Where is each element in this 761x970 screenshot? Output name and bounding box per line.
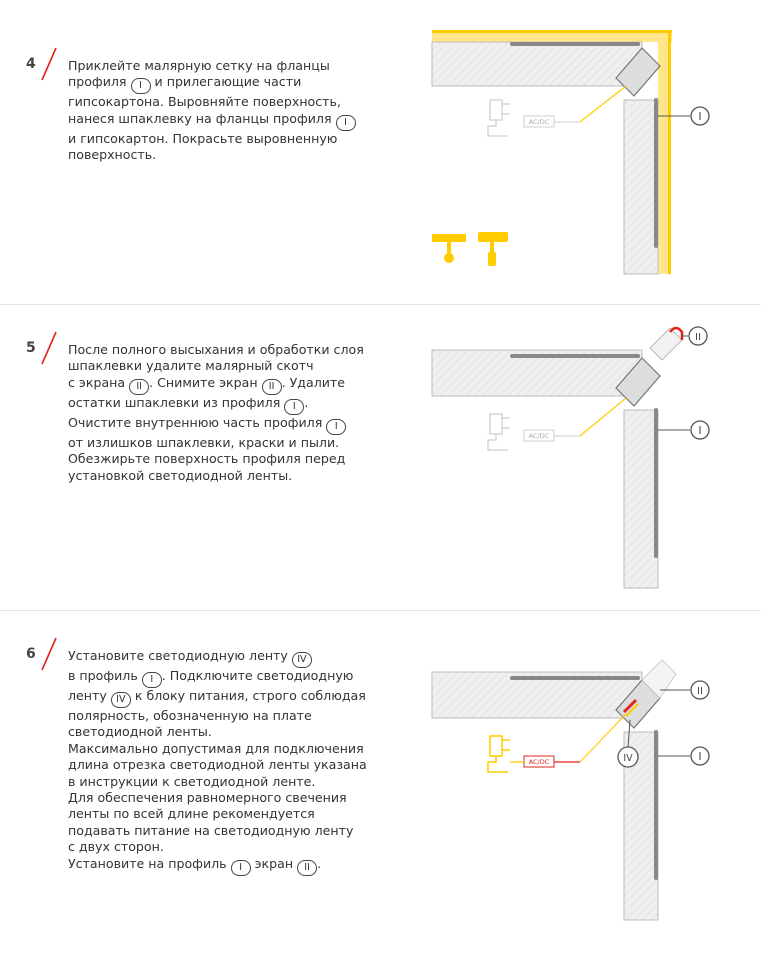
- text-line: и гипсокартон. Покрасьте выровненную: [68, 130, 338, 146]
- text-line: Очистите внутреннюю часть профиля I: [68, 415, 408, 435]
- text-line: профиля I и прилегающие части: [68, 74, 408, 94]
- psu-label: AC/DC: [528, 432, 550, 440]
- roman-marker: II: [129, 379, 149, 395]
- roman-marker: I: [131, 78, 151, 94]
- callout-label: I: [698, 424, 702, 437]
- text-line: Для обеспечения равномерного свечения: [68, 790, 347, 806]
- text-line: шпаклевки удалите малярный скотч: [68, 358, 314, 374]
- roman-marker: IV: [292, 652, 312, 668]
- psu-label: AC/DC: [528, 758, 550, 766]
- callout-label: I: [698, 110, 702, 123]
- putty-spatula-icon: [432, 234, 466, 263]
- callout-label: I: [698, 750, 702, 763]
- slash-icon: [38, 46, 60, 82]
- divider: [0, 610, 761, 611]
- text-line: длина отрезка светодиодной ленты указана: [68, 757, 367, 773]
- text-line: с экрана II . Снимите экран II . Удалите: [68, 375, 408, 395]
- step-number: 4: [26, 56, 36, 72]
- power-plug-icon: [488, 414, 510, 450]
- roman-marker: II: [297, 860, 317, 876]
- callout-label: II: [697, 686, 703, 697]
- roman-marker: I: [336, 115, 356, 131]
- text-line: с двух сторон.: [68, 839, 164, 855]
- text-line: полярность, обозначенную на плате: [68, 708, 312, 723]
- step-number: 6: [26, 646, 36, 662]
- text-line: Установите светодиодную ленту IV: [68, 648, 408, 668]
- callout-label: II: [695, 332, 701, 343]
- text-line: от излишков шпаклевки, краски и пыли.: [68, 434, 340, 450]
- callout-label: IV: [623, 753, 633, 764]
- text-line: Обезжирьте поверхность профиля перед: [68, 451, 346, 467]
- illustration-step-5: [420, 322, 720, 592]
- step-text: [68, 58, 408, 164]
- power-plug-icon: [488, 736, 510, 772]
- text-line: нанеся шпаклевку на фланцы профиля I: [68, 111, 408, 131]
- text-line: После полного высыхания и обработки слоя: [68, 342, 364, 357]
- power-plug-icon: [488, 100, 510, 136]
- step-number: 5: [26, 340, 36, 356]
- text-line: ленты по всей длине рекомендуется: [68, 806, 315, 822]
- roman-marker: II: [262, 379, 282, 395]
- step-text: [68, 342, 408, 484]
- text-line: гипсокартона. Выровняйте поверхность,: [68, 94, 341, 110]
- roman-marker: I: [142, 672, 162, 688]
- roman-marker: I: [284, 399, 304, 415]
- text-line: ленту IV к блоку питания, строго соблюдая: [68, 688, 408, 708]
- illustration-step-6: [420, 650, 720, 930]
- text-line: подавать питание на светодиодную ленту: [68, 822, 354, 838]
- roman-marker: IV: [111, 692, 131, 708]
- text-line: остатки шпаклевки из профиля I .: [68, 395, 408, 415]
- text-line: светодиодной ленты.: [68, 724, 212, 740]
- roman-marker: I: [231, 860, 251, 876]
- slash-icon: [38, 330, 60, 366]
- text-line: Максимально допустимая для подключения: [68, 740, 364, 756]
- text-line: Установите на профиль I экран II .: [68, 856, 408, 876]
- roman-marker: I: [326, 419, 346, 435]
- psu-label: AC/DC: [528, 118, 550, 126]
- slash-icon: [38, 636, 60, 672]
- illustration-step-4: [420, 28, 720, 278]
- divider: [0, 304, 761, 305]
- text-line: Приклейте малярную сетку на фланцы: [68, 58, 330, 73]
- text-line: поверхность.: [68, 147, 157, 163]
- step-text: [68, 648, 408, 876]
- text-line: в инструкции к светодиодной ленте.: [68, 773, 316, 789]
- text-line: установкой светодиодной ленты.: [68, 467, 293, 483]
- paint-roller-icon: [478, 232, 508, 266]
- text-line: в профиль I . Подключите светодиодную: [68, 668, 408, 688]
